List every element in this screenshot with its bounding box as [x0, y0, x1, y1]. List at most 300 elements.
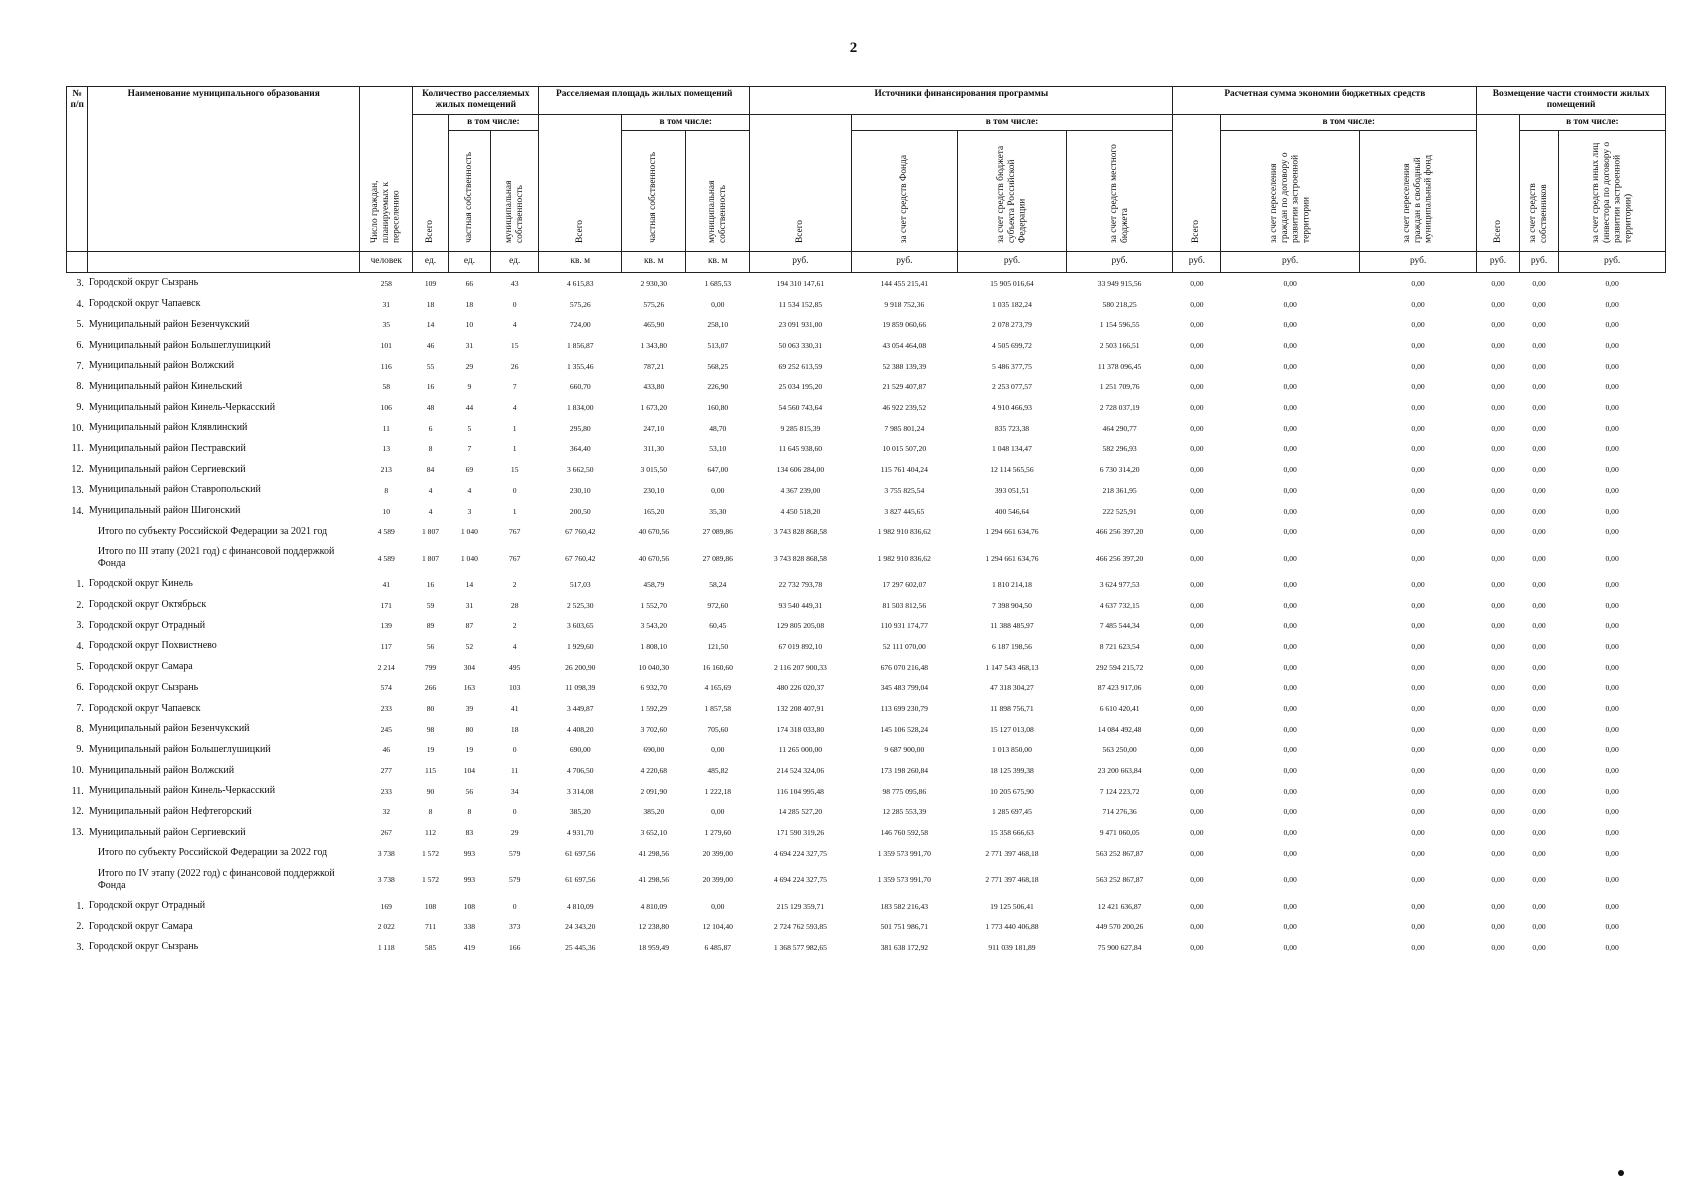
value-cell: 0,00 — [1190, 600, 1204, 610]
value-cell: 1 222,18 — [704, 786, 732, 796]
total-row — [67, 542, 1666, 574]
table-row — [67, 397, 1666, 418]
value-cell: 29 — [465, 361, 474, 371]
value-cell: 0,00 — [1190, 641, 1204, 651]
value-cell: 4 810,09 — [566, 901, 594, 911]
table-row — [67, 719, 1666, 740]
value-cell: 0,00 — [1491, 942, 1505, 952]
value-cell: 0 — [512, 745, 517, 755]
table-row — [67, 916, 1666, 937]
value-cell: 5 — [467, 423, 472, 433]
municipality-name: Муниципальный район Кинель-Черкасский — [88, 785, 276, 797]
value-cell: 43 054 464,08 — [882, 341, 927, 351]
value-cell: 517,03 — [569, 579, 591, 589]
value-cell: 6 610 420,41 — [1099, 704, 1140, 714]
value-cell: 0,00 — [1491, 485, 1505, 495]
value-cell: 144 455 215,41 — [880, 278, 929, 288]
value-cell: 20 399,00 — [702, 875, 733, 885]
row-number: 10. — [71, 422, 84, 434]
value-cell: 0,00 — [1411, 506, 1425, 516]
value-cell: 3 743 828 868,58 — [773, 527, 827, 537]
municipality-name: Городской округ Чапаевск — [88, 702, 201, 714]
value-cell: 495 — [509, 662, 521, 672]
value-cell: 0,00 — [1283, 485, 1297, 495]
row-number: 14. — [71, 505, 84, 517]
value-cell: 10 — [382, 506, 391, 516]
value-cell: 35,30 — [709, 506, 727, 516]
value-cell: 215 129 359,71 — [776, 901, 825, 911]
value-cell: 1 834,00 — [566, 403, 594, 413]
value-cell: 0,00 — [1605, 922, 1619, 932]
value-cell: 0,00 — [1190, 341, 1204, 351]
value-cell: 0,00 — [1411, 299, 1425, 309]
value-cell: 0,00 — [1411, 341, 1425, 351]
value-cell: 81 503 812,56 — [882, 600, 927, 610]
municipality-name: Муниципальный район Нефтегорский — [88, 805, 252, 817]
value-cell: 4 — [428, 485, 433, 495]
table-row — [67, 315, 1666, 336]
value-cell: 0,00 — [1283, 683, 1297, 693]
value-cell: 1 355,46 — [566, 361, 594, 371]
value-cell: 87 — [465, 621, 474, 631]
value-cell: 0,00 — [1491, 403, 1505, 413]
value-cell: 1 359 573 991,70 — [877, 848, 931, 858]
value-cell: 3 314,08 — [566, 786, 594, 796]
value-cell: 575,26 — [643, 299, 665, 309]
value-cell: 1 048 134,47 — [992, 444, 1032, 454]
value-cell: 580 218,25 — [1102, 299, 1137, 309]
value-cell: 31 — [465, 600, 474, 610]
value-cell: 4 810,09 — [640, 901, 668, 911]
value-cell: 4 505 699,72 — [992, 341, 1032, 351]
value-cell: 0,00 — [1190, 745, 1204, 755]
value-cell: 69 — [465, 465, 474, 475]
value-cell: 0,00 — [1532, 901, 1546, 911]
header-owners: за счет средств собственников — [1519, 130, 1558, 251]
header-savings-group: Расчетная сумма экономии бюджетных средств — [1173, 87, 1477, 115]
value-cell: 19 125 506,41 — [990, 901, 1034, 911]
value-cell: 568,25 — [707, 361, 729, 371]
value-cell: 0,00 — [1283, 527, 1297, 537]
value-cell: 690,00 — [643, 745, 665, 755]
value-cell: 585 — [424, 942, 437, 952]
value-cell: 1 810 214,18 — [992, 579, 1032, 589]
value-cell: 0,00 — [1532, 579, 1546, 589]
table-row — [67, 657, 1666, 678]
value-cell: 7 — [467, 444, 472, 454]
value-cell: 1 040 — [460, 527, 478, 537]
row-number — [67, 542, 88, 574]
value-cell: 2 253 077,57 — [992, 382, 1032, 392]
value-cell: 90 — [426, 786, 435, 796]
value-cell: 0,00 — [1532, 527, 1546, 537]
value-cell: 0,00 — [1491, 828, 1505, 838]
value-cell: 0,00 — [1283, 828, 1297, 838]
unit-cell: руб. — [1221, 252, 1360, 273]
value-cell: 1 773 440 406,88 — [985, 922, 1039, 932]
value-cell: 11 534 152,85 — [778, 299, 823, 309]
value-cell: 0,00 — [1283, 901, 1297, 911]
value-cell: 183 582 216,43 — [880, 901, 929, 911]
value-cell: 11 378 096,45 — [1097, 361, 1142, 371]
header-resettle-contract: за счет переселения граждан по договору о развитии застроенной территории — [1221, 130, 1360, 251]
value-cell: 16 — [426, 382, 435, 392]
value-cell: 385,20 — [569, 807, 591, 817]
value-cell: 0,00 — [1411, 621, 1425, 631]
table-row — [67, 459, 1666, 480]
value-cell: 0,00 — [1283, 786, 1297, 796]
value-cell: 0,00 — [1605, 683, 1619, 693]
value-cell: 0,00 — [1491, 579, 1505, 589]
value-cell: 4 367 239,00 — [780, 485, 821, 495]
row-number: 5. — [76, 661, 84, 673]
value-cell: 101 — [380, 341, 392, 351]
value-cell: 0,00 — [1605, 465, 1619, 475]
value-cell: 690,00 — [569, 745, 591, 755]
value-cell: 0,00 — [1605, 621, 1619, 631]
value-cell: 292 594 215,72 — [1095, 662, 1144, 672]
value-cell: 3 702,60 — [640, 724, 668, 734]
row-number: 7. — [76, 703, 84, 715]
value-cell: 0,00 — [1491, 901, 1505, 911]
value-cell: 23 091 931,00 — [778, 320, 823, 330]
value-cell: 993 — [463, 875, 476, 885]
value-cell: 4 — [467, 485, 472, 495]
value-cell: 0,00 — [1190, 465, 1204, 475]
value-cell: 0,00 — [1411, 579, 1425, 589]
table-row — [67, 636, 1666, 657]
total-row — [67, 864, 1666, 896]
value-cell: 277 — [380, 766, 392, 776]
value-cell: 0,00 — [1411, 641, 1425, 651]
value-cell: 11 645 938,60 — [778, 444, 823, 454]
municipality-name: Муниципальный район Безенчукский — [88, 318, 250, 330]
unit-cell: руб. — [1066, 252, 1173, 273]
value-cell: 0,00 — [1190, 942, 1204, 952]
value-cell: 31 — [382, 299, 391, 309]
value-cell: 1 154 596,55 — [1099, 320, 1140, 330]
value-cell: 0,00 — [1283, 341, 1297, 351]
header-rooms-incl: в том числе: — [448, 114, 539, 130]
value-cell: 11 098,39 — [565, 683, 596, 693]
municipality-name: Городской округ Октябрьск — [88, 599, 207, 611]
value-cell: 15 358 666,63 — [990, 828, 1034, 838]
value-cell: 0,00 — [1491, 662, 1505, 672]
value-cell: 53,10 — [709, 444, 727, 454]
value-cell: 3 015,50 — [640, 465, 668, 475]
value-cell: 1 685,53 — [704, 278, 732, 288]
value-cell: 1 040 — [460, 553, 478, 563]
value-cell: 19 — [426, 745, 435, 755]
value-cell: 98 775 095,86 — [882, 786, 927, 796]
unit-cell: руб. — [1519, 252, 1558, 273]
value-cell: 767 — [509, 553, 521, 563]
value-cell: 0,00 — [1190, 807, 1204, 817]
value-cell: 34 — [510, 786, 519, 796]
value-cell: 26 200,90 — [565, 662, 596, 672]
value-cell: 218 361,95 — [1102, 485, 1137, 495]
value-cell: 0,00 — [1411, 786, 1425, 796]
value-cell: 480 226 020,37 — [776, 683, 825, 693]
value-cell: 0,00 — [1605, 745, 1619, 755]
value-cell: 56 — [426, 641, 435, 651]
value-cell: 0,00 — [1491, 683, 1505, 693]
value-cell: 835 723,38 — [994, 423, 1030, 433]
value-cell: 9 471 060,05 — [1099, 828, 1140, 838]
value-cell: 194 310 147,61 — [776, 278, 825, 288]
value-cell: 0,00 — [1491, 320, 1505, 330]
table-row — [67, 698, 1666, 719]
value-cell: 0,00 — [1605, 527, 1619, 537]
value-cell: 485,82 — [707, 766, 729, 776]
value-cell: 2 724 762 593,85 — [773, 922, 827, 932]
header-area-private: частная собственность — [622, 130, 686, 251]
header-finance-group: Источники финансирования программы — [750, 87, 1173, 115]
value-cell: 52 — [465, 641, 474, 651]
row-number: 2. — [76, 599, 84, 611]
value-cell: 109 — [424, 278, 437, 288]
row-number: 7. — [76, 360, 84, 372]
value-cell: 116 104 995,48 — [776, 786, 824, 796]
value-cell: 3 449,87 — [566, 704, 594, 714]
value-cell: 0,00 — [1190, 724, 1204, 734]
units-row — [67, 252, 1666, 273]
table-row — [67, 937, 1666, 958]
value-cell: 0,00 — [1190, 485, 1204, 495]
value-cell: 0,00 — [1283, 278, 1297, 288]
value-cell: 4 — [512, 320, 517, 330]
value-cell: 1 — [512, 506, 517, 516]
value-cell: 0,00 — [1532, 662, 1546, 672]
municipality-name: Муниципальный район Ставропольский — [88, 484, 261, 496]
value-cell: 113 699 230,79 — [880, 704, 928, 714]
value-cell: 1 — [512, 423, 517, 433]
value-cell: 0,00 — [1605, 506, 1619, 516]
value-cell: 4 694 224 327,75 — [773, 848, 827, 858]
value-cell: 513,07 — [707, 341, 729, 351]
value-cell: 0,00 — [1532, 600, 1546, 610]
municipality-name: Городской округ Отрадный — [88, 619, 206, 631]
value-cell: 26 — [510, 361, 519, 371]
header-finance-total: Всего — [750, 114, 851, 252]
value-cell: 0,00 — [1491, 423, 1505, 433]
value-cell: 0,00 — [1491, 724, 1505, 734]
value-cell: 0,00 — [1491, 527, 1505, 537]
value-cell: 0,00 — [1283, 942, 1297, 952]
value-cell: 15 905 016,64 — [990, 278, 1034, 288]
value-cell: 11 — [382, 423, 390, 433]
value-cell: 11 — [511, 766, 519, 776]
value-cell: 46 — [426, 341, 435, 351]
table-row — [67, 595, 1666, 616]
value-cell: 0,00 — [1411, 423, 1425, 433]
value-cell: 0,00 — [1491, 848, 1505, 858]
value-cell: 213 — [380, 465, 392, 475]
value-cell: 0,00 — [1411, 901, 1425, 911]
municipality-name: Городской округ Сызрань — [88, 277, 199, 289]
table-row — [67, 574, 1666, 595]
value-cell: 13 — [382, 444, 391, 454]
value-cell: 0,00 — [1532, 875, 1546, 885]
value-cell: 47 318 304,27 — [990, 683, 1034, 693]
value-cell: 0,00 — [1411, 361, 1425, 371]
value-cell: 2 525,30 — [566, 600, 594, 610]
municipality-name: Городской округ Отрадный — [88, 900, 206, 912]
value-cell: 0,00 — [1411, 600, 1425, 610]
value-cell: 6 187 198,56 — [992, 641, 1032, 651]
value-cell: 14 — [465, 579, 474, 589]
value-cell: 1 808,10 — [640, 641, 668, 651]
row-number: 5. — [76, 319, 84, 331]
value-cell: 160,80 — [707, 403, 729, 413]
value-cell: 14 285 527,20 — [778, 807, 823, 817]
value-cell: 0,00 — [711, 299, 725, 309]
value-cell: 0,00 — [1532, 382, 1546, 392]
value-cell: 0,00 — [1190, 423, 1204, 433]
value-cell: 4 589 — [377, 527, 395, 537]
value-cell: 15 — [510, 341, 519, 351]
value-cell: 972,60 — [707, 600, 729, 610]
value-cell: 104 — [463, 766, 476, 776]
value-cell: 0,00 — [1411, 382, 1425, 392]
value-cell: 0,00 — [1190, 766, 1204, 776]
value-cell: 582 296,93 — [1102, 444, 1137, 454]
value-cell: 12 114 565,56 — [990, 465, 1034, 475]
value-cell: 245 — [380, 724, 392, 734]
municipality-name: Муниципальный район Волжский — [88, 764, 235, 776]
value-cell: 0,00 — [1190, 320, 1204, 330]
value-cell: 2 771 397 468,18 — [985, 848, 1039, 858]
value-cell: 0,00 — [1283, 724, 1297, 734]
header-area-incl: в том числе: — [622, 114, 750, 130]
value-cell: 48,70 — [709, 423, 727, 433]
value-cell: 163 — [463, 683, 476, 693]
value-cell: 0,00 — [1605, 828, 1619, 838]
value-cell: 115 761 404,24 — [880, 465, 928, 475]
total-row — [67, 521, 1666, 542]
value-cell: 458,79 — [643, 579, 665, 589]
value-cell: 8 — [384, 485, 389, 495]
value-cell: 2 214 — [377, 662, 395, 672]
header-rooms-total: Всего — [413, 114, 448, 252]
value-cell: 0,00 — [1190, 922, 1204, 932]
value-cell: 15 127 013,08 — [990, 724, 1034, 734]
value-cell: 7 — [512, 382, 517, 392]
value-cell: 4 589 — [377, 553, 395, 563]
value-cell: 0,00 — [1283, 403, 1297, 413]
value-cell: 10 040,30 — [638, 662, 669, 672]
value-cell: 0,00 — [1283, 621, 1297, 631]
value-cell: 0,00 — [1532, 621, 1546, 631]
value-cell: 0,00 — [1283, 875, 1297, 885]
value-cell: 0,00 — [1411, 807, 1425, 817]
municipality-name: Городской округ Самара — [88, 920, 193, 932]
value-cell: 132 208 407,91 — [776, 704, 825, 714]
value-cell: 1 807 — [421, 553, 440, 563]
value-cell: 145 106 528,24 — [880, 724, 929, 734]
header-subject-budget: за счет средств бюджета субъекта Российской Федерации — [958, 130, 1067, 251]
value-cell: 0,00 — [1411, 848, 1425, 858]
value-cell: 0,00 — [1491, 299, 1505, 309]
value-cell: 1 857,58 — [704, 704, 732, 714]
value-cell: 0,00 — [1491, 444, 1505, 454]
value-cell: 8 — [467, 807, 472, 817]
value-cell: 0,00 — [1532, 299, 1546, 309]
value-cell: 0,00 — [1532, 423, 1546, 433]
value-cell: 3 738 — [377, 875, 395, 885]
value-cell: 7 985 801,24 — [884, 423, 925, 433]
row-number: 4. — [76, 298, 84, 310]
municipality-name: Городской округ Кинель — [88, 578, 193, 590]
value-cell: 0,00 — [1283, 382, 1297, 392]
value-cell: 0,00 — [1283, 766, 1297, 776]
municipality-name: Итого по субъекту Российской Федерации за 2021 год — [97, 525, 328, 537]
value-cell: 0,00 — [1605, 724, 1619, 734]
row-number: 6. — [76, 340, 84, 352]
value-cell: 69 252 613,59 — [778, 361, 823, 371]
value-cell: 3 827 445,65 — [884, 506, 925, 516]
value-cell: 15 — [510, 465, 519, 475]
value-cell: 0,00 — [1532, 704, 1546, 714]
value-cell: 11 265 000,00 — [778, 745, 823, 755]
value-cell: 345 483 799,04 — [880, 683, 929, 693]
value-cell: 0,00 — [1532, 465, 1546, 475]
municipality-name: Городской округ Похвистнево — [88, 640, 217, 652]
value-cell: 2 022 — [377, 922, 395, 932]
value-cell: 121,50 — [707, 641, 729, 651]
value-cell: 449 570 200,26 — [1095, 922, 1144, 932]
value-cell: 9 918 752,36 — [884, 299, 925, 309]
value-cell: 0,00 — [1411, 465, 1425, 475]
value-cell: 0,00 — [1411, 828, 1425, 838]
value-cell: 214 524 324,06 — [776, 766, 825, 776]
value-cell: 6 932,70 — [640, 683, 668, 693]
value-cell: 21 529 407,87 — [882, 382, 927, 392]
value-cell: 0,00 — [711, 745, 725, 755]
municipality-name: Муниципальный район Сергиевский — [88, 826, 246, 838]
value-cell: 3 543,20 — [640, 621, 668, 631]
value-cell: 0,00 — [1491, 786, 1505, 796]
value-cell: 0,00 — [1283, 299, 1297, 309]
value-cell: 25 445,36 — [565, 942, 596, 952]
header-citizens: Число граждан, планируемых к переселению — [360, 87, 413, 252]
value-cell: 338 — [463, 922, 476, 932]
value-cell: 20 399,00 — [702, 848, 733, 858]
value-cell: 0,00 — [1411, 403, 1425, 413]
value-cell: 115 — [424, 766, 437, 776]
value-cell: 0,00 — [1411, 745, 1425, 755]
header-name: Наименование муниципального образования — [88, 87, 360, 252]
table-row — [67, 418, 1666, 439]
value-cell: 18 959,49 — [638, 942, 669, 952]
value-cell: 46 922 239,52 — [882, 403, 927, 413]
row-number: 12. — [71, 464, 84, 476]
table-row — [67, 678, 1666, 699]
value-cell: 0,00 — [1491, 621, 1505, 631]
value-cell: 0,00 — [1283, 662, 1297, 672]
value-cell: 0,00 — [1283, 922, 1297, 932]
value-cell: 230,10 — [643, 485, 665, 495]
value-cell: 705,60 — [707, 724, 729, 734]
municipality-name: Муниципальный район Большеглушицкий — [88, 743, 271, 755]
value-cell: 3 624 977,53 — [1099, 579, 1140, 589]
value-cell: 22 732 793,78 — [778, 579, 823, 589]
value-cell: 0,00 — [1190, 621, 1204, 631]
value-cell: 50 063 330,31 — [778, 341, 823, 351]
value-cell: 501 751 986,71 — [880, 922, 929, 932]
value-cell: 799 — [424, 662, 437, 672]
value-cell: 10 — [465, 320, 474, 330]
